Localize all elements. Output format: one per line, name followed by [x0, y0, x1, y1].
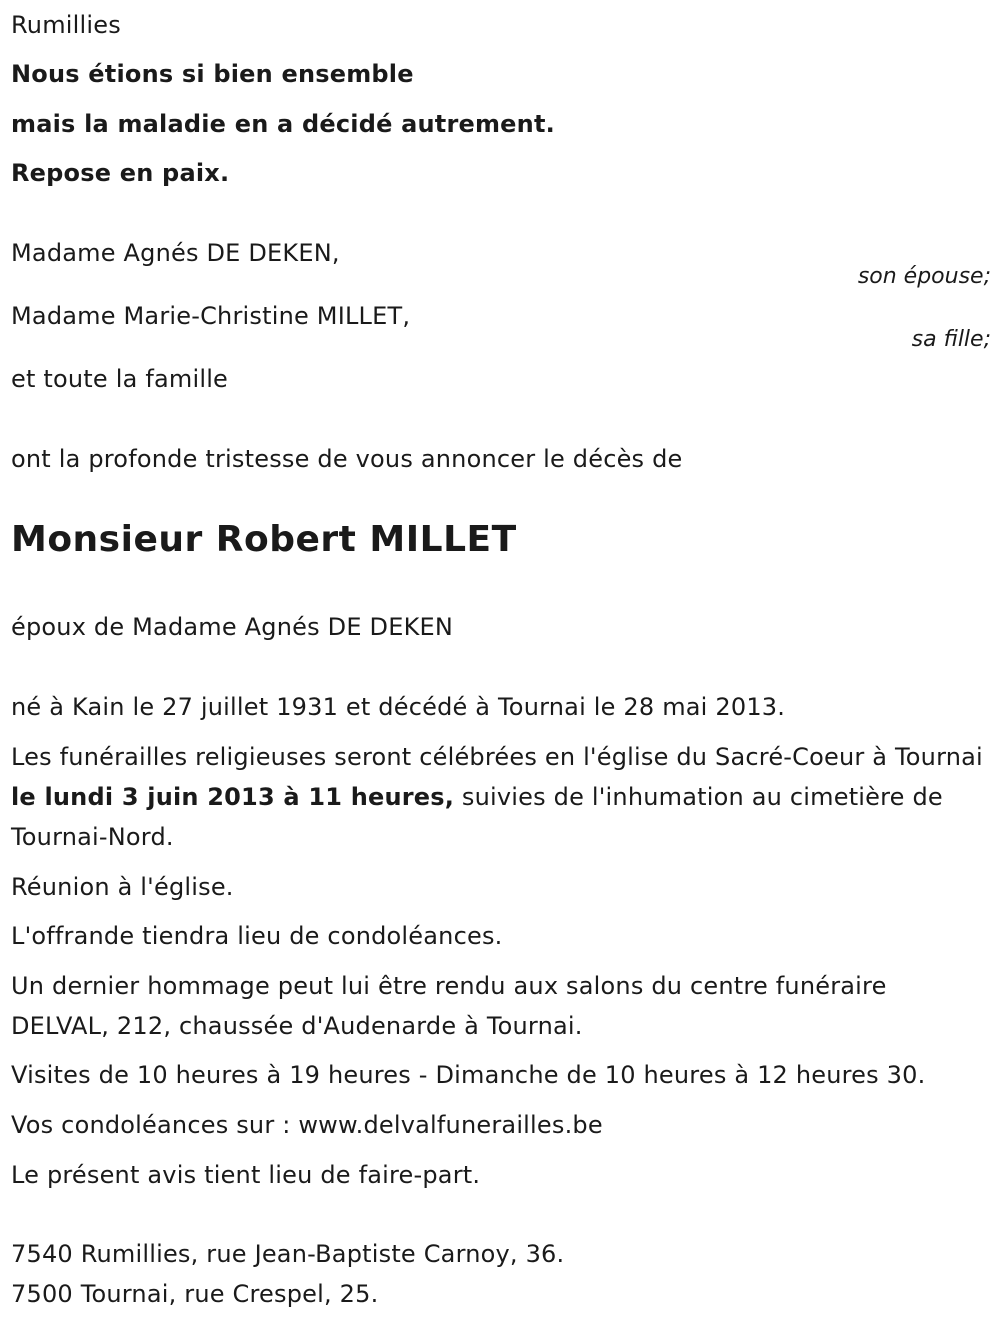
address-line-1: 7540 Rumillies, rue Jean-Baptiste Carnoy, 36. — [11, 1240, 565, 1268]
verse-line-3: Repose en paix. — [11, 159, 230, 187]
birth-death-line: né à Kain le 27 juillet 1931 et décédé à Tournai le 28 mai 2013. — [11, 693, 786, 721]
mourner-spouse-relation: son épouse; — [857, 264, 991, 289]
mourner-spouse-name: Madame Agnés DE DEKEN, — [11, 239, 340, 267]
deceased-name: Monsieur Robert MILLET — [11, 519, 517, 560]
mourner-daughter-relation: sa fille; — [911, 327, 991, 352]
location-heading: Rumillies — [11, 11, 121, 39]
gathering-line: Réunion à l'église. — [11, 873, 234, 901]
announcement-line: ont la profonde tristesse de vous annoncer le décès de — [11, 445, 683, 473]
funeral-paragraph — [11, 737, 986, 857]
funeral-rest: suivies de l'inhumation au cimetière de Tournai-Nord. — [11, 783, 943, 851]
visits-line: Visites de 10 heures à 19 heures - Dimanche de 10 heures à 12 heures 30. — [11, 1061, 926, 1089]
family-line: et toute la famille — [11, 365, 229, 393]
mourner-daughter-name: Madame Marie-Christine MILLET, — [11, 302, 411, 330]
verse-line-2: mais la maladie en a décidé autrement. — [11, 110, 555, 138]
verse-line-1: Nous étions si bien ensemble — [11, 60, 414, 88]
funeral-datetime: le lundi 3 juin 2013 à 11 heures, — [11, 783, 455, 811]
offering-line: L'offrande tiendra lieu de condoléances. — [11, 922, 503, 950]
tribute-paragraph: Un dernier hommage peut lui être rendu aux salons du centre funéraire DELVAL, 212, chaussée d'Audenarde à Tournai. — [11, 972, 887, 1040]
funeral-intro: Les funérailles religieuses seront célébrées en l'église du Sacré-Coeur à Tournai — [11, 743, 983, 771]
condolences-line: Vos condoléances sur : www.delvalfunerailles.be — [11, 1111, 603, 1139]
notice-line: Le présent avis tient lieu de faire-part. — [11, 1161, 481, 1189]
address-line-2: 7500 Tournai, rue Crespel, 25. — [11, 1280, 379, 1308]
spouse-line: époux de Madame Agnés DE DEKEN — [11, 613, 454, 641]
